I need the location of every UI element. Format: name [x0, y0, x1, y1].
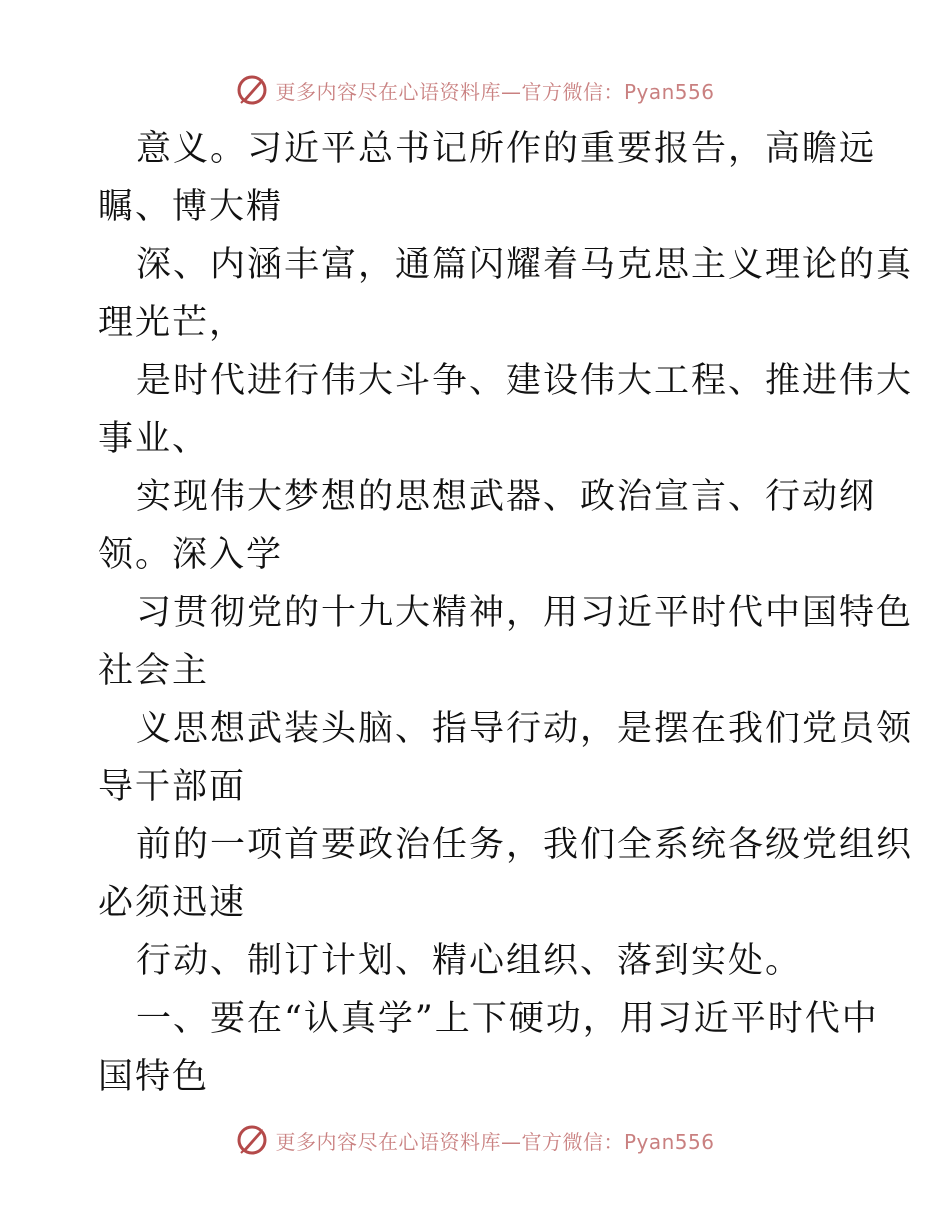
text-line: 意义。习近平总书记所作的重要报告，高瞻远: [136, 129, 877, 169]
header-banner: [0, 70, 950, 110]
header-banner-text: 更多内容尽在心语资料库—官方微信：Pyan556: [275, 79, 715, 104]
text-line: 瞩、博大精: [98, 187, 284, 227]
text-line: 实现伟大梦想的思想武器、政治宣言、行动纲: [136, 477, 877, 517]
text-line: 前的一项首要政治任务，我们全系统各级党组织: [136, 825, 914, 865]
quill-pen-icon: [235, 1123, 269, 1157]
text-line: 一、要在“认真学”上下硬功，用习近平时代中: [136, 999, 879, 1039]
quill-pen-icon: [235, 73, 269, 107]
footer-banner: [0, 1120, 950, 1160]
text-line: 习贯彻党的十九大精神，用习近平时代中国特色: [136, 593, 914, 633]
text-line: 必须迅速: [98, 883, 247, 923]
text-line: 理光芒，: [98, 303, 247, 343]
document-body: [98, 120, 914, 1106]
text-line: 是时代进行伟大斗争、建设伟大工程、推进伟大: [136, 361, 914, 401]
footer-banner-text: 更多内容尽在心语资料库—官方微信：Pyan556: [275, 1129, 715, 1154]
text-line: 深、内涵丰富，通篇闪耀着马克思主义理论的真: [136, 245, 914, 285]
text-line: 导干部面: [98, 767, 247, 807]
text-line: 领。深入学: [98, 535, 284, 575]
text-line: 事业、: [98, 419, 210, 459]
text-line: 义思想武装头脑、指导行动，是摆在我们党员领: [136, 709, 914, 749]
text-line: 国特色: [98, 1057, 210, 1097]
text-line: 社会主: [98, 651, 210, 691]
text-line: 行动、制订计划、精心组织、落到实处。: [136, 941, 803, 981]
